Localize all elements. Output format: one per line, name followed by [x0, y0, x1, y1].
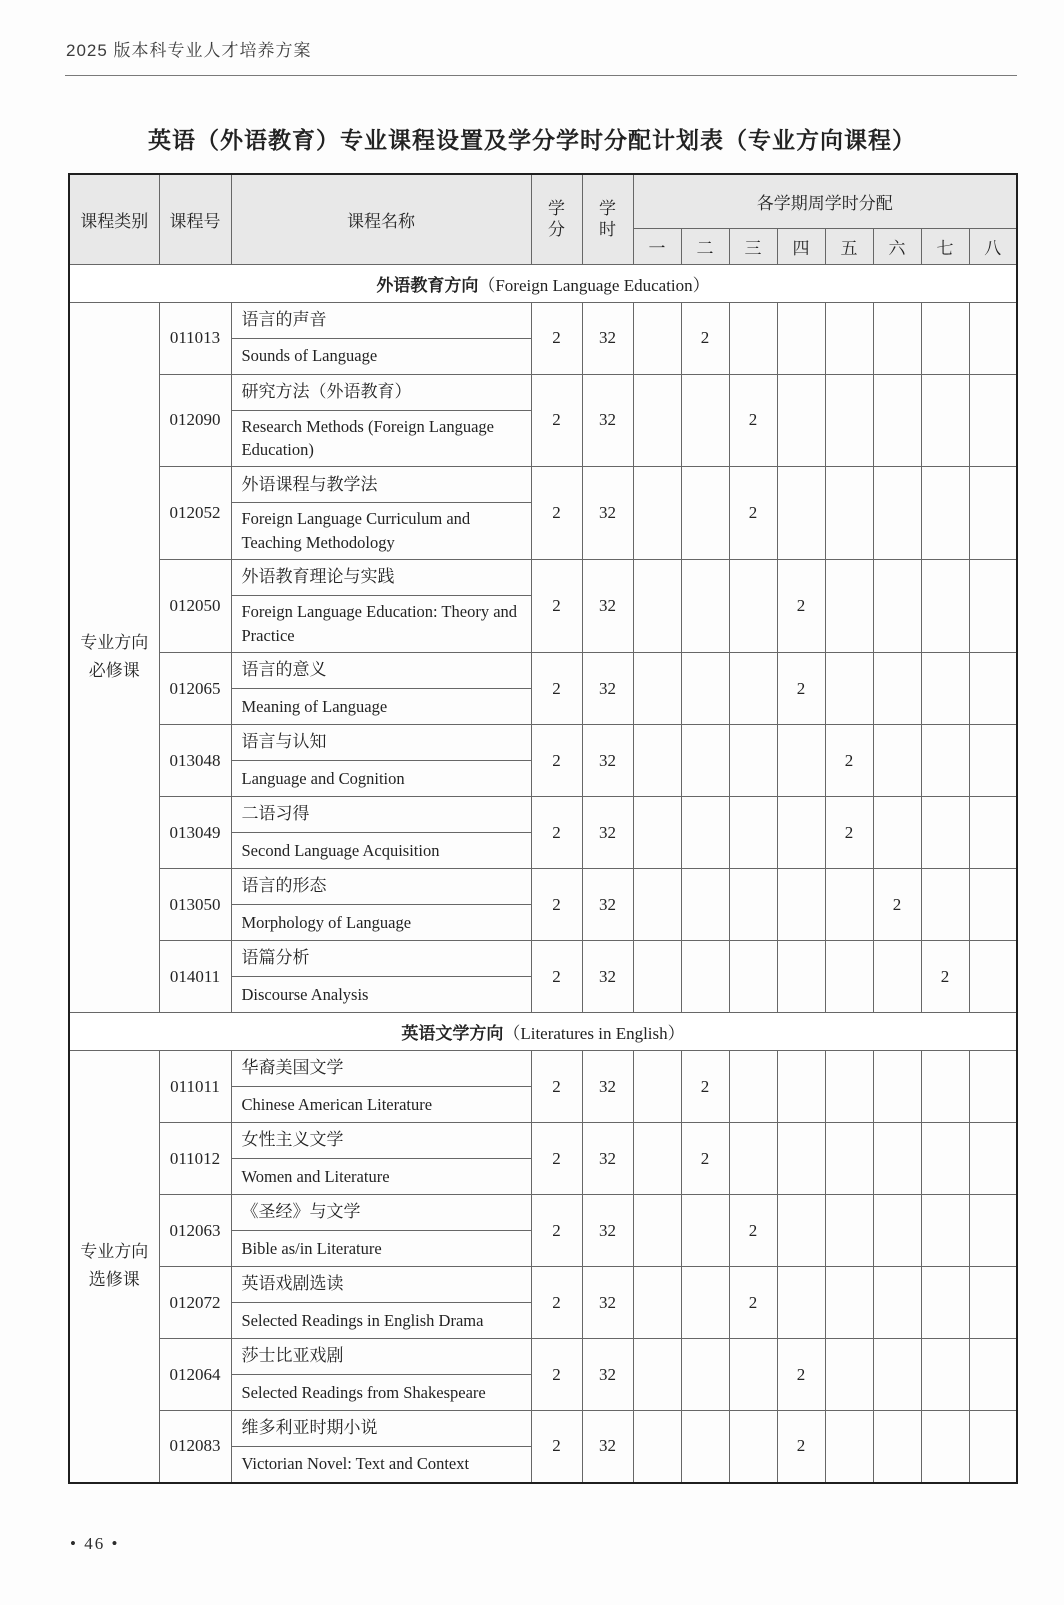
weekly-hours-cell-sem5: [825, 1339, 873, 1411]
credits-cell: 2: [531, 653, 582, 725]
weekly-hours-cell-sem4: [777, 725, 825, 797]
weekly-hours-cell-sem2: [681, 797, 729, 869]
header-semester-group: 各学期周学时分配: [633, 174, 1017, 228]
weekly-hours-cell-sem2: [681, 941, 729, 1013]
category-line: 选修课: [88, 1270, 140, 1290]
weekly-hours-cell-sem8: [969, 560, 1017, 653]
weekly-hours-cell-sem8: [969, 1195, 1017, 1267]
section-label-en: （Foreign Language Education）: [478, 275, 710, 295]
weekly-hours-cell-sem5: [825, 1411, 873, 1483]
weekly-hours-cell-sem5: [825, 941, 873, 1013]
weekly-hours-cell-sem8: [969, 797, 1017, 869]
course-name-en: Bible as/in Literature: [231, 1231, 531, 1267]
header-semester-1: 一: [633, 228, 681, 264]
weekly-hours-cell-sem7: [921, 1339, 969, 1411]
weekly-hours-cell-sem3: 2: [729, 1267, 777, 1339]
weekly-hours-cell-sem4: 2: [777, 560, 825, 653]
header-semester-7: 七: [921, 228, 969, 264]
weekly-hours-cell-sem1: [633, 1195, 681, 1267]
weekly-hours-cell-sem1: [633, 1339, 681, 1411]
weekly-hours-cell-sem5: [825, 653, 873, 725]
weekly-hours-cell-sem2: [681, 560, 729, 653]
weekly-hours-cell-sem2: [681, 1411, 729, 1483]
weekly-hours-cell-sem2: [681, 467, 729, 560]
course-row: [69, 302, 1017, 338]
weekly-hours-cell-sem6: [873, 1195, 921, 1267]
weekly-hours-cell-sem6: [873, 1339, 921, 1411]
course-name-en: Sounds of Language: [231, 338, 531, 374]
credits-cell: 2: [531, 302, 582, 374]
course-code-cell: 012090: [159, 374, 231, 467]
course-code-cell: 012065: [159, 653, 231, 725]
weekly-hours-cell-sem5: [825, 1123, 873, 1195]
weekly-hours-cell-sem4: [777, 374, 825, 467]
credits-cell: 2: [531, 1051, 582, 1123]
section-label-cn: 英语文学方向: [401, 1024, 504, 1044]
weekly-hours-cell-sem2: 2: [681, 1051, 729, 1123]
header-semester-4: 四: [777, 228, 825, 264]
page-number: • 46 •: [70, 1534, 120, 1553]
course-name-en: Foreign Language Curriculum and Teaching Methodology: [231, 503, 531, 560]
weekly-hours-cell-sem6: [873, 1267, 921, 1339]
hours-cell: 32: [582, 560, 633, 653]
weekly-hours-cell-sem1: [633, 869, 681, 941]
section-header-cell: [69, 264, 1017, 302]
table-header-row-1: [69, 174, 1017, 228]
header-semester-2: 二: [681, 228, 729, 264]
weekly-hours-cell-sem8: [969, 374, 1017, 467]
weekly-hours-cell-sem8: [969, 302, 1017, 374]
weekly-hours-cell-sem1: [633, 1411, 681, 1483]
page-title: 英语（外语教育）专业课程设置及学分学时分配计划表（专业方向课程）: [148, 127, 916, 153]
course-name-cn: 华裔美国文学: [231, 1051, 531, 1087]
course-code-cell: 012083: [159, 1411, 231, 1483]
weekly-hours-cell-sem3: [729, 1339, 777, 1411]
course-row: [69, 941, 1017, 977]
hours-cell: 32: [582, 797, 633, 869]
header-semester-3: 三: [729, 228, 777, 264]
weekly-hours-cell-sem5: [825, 467, 873, 560]
weekly-hours-cell-sem1: [633, 797, 681, 869]
weekly-hours-cell-sem7: [921, 1123, 969, 1195]
course-row: [69, 467, 1017, 503]
weekly-hours-cell-sem7: [921, 869, 969, 941]
header-credits-line1: 学: [548, 199, 565, 218]
weekly-hours-cell-sem7: [921, 725, 969, 797]
weekly-hours-cell-sem3: [729, 869, 777, 941]
course-code-cell: 012072: [159, 1267, 231, 1339]
weekly-hours-cell-sem6: [873, 941, 921, 1013]
weekly-hours-cell-sem4: [777, 941, 825, 1013]
course-code-cell: 012064: [159, 1339, 231, 1411]
course-name-en: Women and Literature: [231, 1159, 531, 1195]
weekly-hours-cell-sem8: [969, 1123, 1017, 1195]
hours-cell: 32: [582, 374, 633, 467]
weekly-hours-cell-sem6: 2: [873, 869, 921, 941]
weekly-hours-cell-sem6: [873, 653, 921, 725]
section-header-cell: [69, 1013, 1017, 1051]
header-hours: [582, 174, 633, 264]
weekly-hours-cell-sem6: [873, 374, 921, 467]
weekly-hours-cell-sem7: [921, 653, 969, 725]
weekly-hours-cell-sem8: [969, 1339, 1017, 1411]
course-row: [69, 1339, 1017, 1375]
course-row: [69, 374, 1017, 410]
credits-cell: 2: [531, 797, 582, 869]
course-name-cn: 语言的形态: [231, 869, 531, 905]
weekly-hours-cell-sem4: 2: [777, 1411, 825, 1483]
course-code-cell: 012063: [159, 1195, 231, 1267]
weekly-hours-cell-sem1: [633, 941, 681, 1013]
header-semester-6: 六: [873, 228, 921, 264]
weekly-hours-cell-sem7: [921, 560, 969, 653]
course-name-cn: 语篇分析: [231, 941, 531, 977]
weekly-hours-cell-sem2: [681, 1339, 729, 1411]
hours-cell: 32: [582, 869, 633, 941]
weekly-hours-cell-sem5: 2: [825, 725, 873, 797]
weekly-hours-cell-sem7: [921, 374, 969, 467]
course-name-en: Morphology of Language: [231, 905, 531, 941]
course-code-cell: 011013: [159, 302, 231, 374]
weekly-hours-cell-sem4: [777, 797, 825, 869]
course-name-en: Second Language Acquisition: [231, 833, 531, 869]
section-label-en: （Literatures in English）: [503, 1024, 685, 1044]
weekly-hours-cell-sem1: [633, 302, 681, 374]
course-code-cell: 013049: [159, 797, 231, 869]
weekly-hours-cell-sem6: [873, 1411, 921, 1483]
credits-cell: 2: [531, 941, 582, 1013]
weekly-hours-cell-sem6: [873, 797, 921, 869]
course-row: [69, 653, 1017, 689]
hours-cell: 32: [582, 1411, 633, 1483]
weekly-hours-cell-sem2: [681, 653, 729, 725]
course-name-cn: 语言的声音: [231, 302, 531, 338]
course-name-en: Discourse Analysis: [231, 977, 531, 1013]
course-row: [69, 1051, 1017, 1087]
category-line: 专业方向: [80, 633, 149, 653]
credits-cell: 2: [531, 560, 582, 653]
course-name-en: Chinese American Literature: [231, 1087, 531, 1123]
header-credits-line2: 分: [548, 220, 565, 240]
weekly-hours-cell-sem8: [969, 1411, 1017, 1483]
course-name-cn: 维多利亚时期小说: [231, 1411, 531, 1447]
hours-cell: 32: [582, 725, 633, 797]
weekly-hours-cell-sem7: [921, 302, 969, 374]
hours-cell: 32: [582, 1195, 633, 1267]
course-name-cn: 女性主义文学: [231, 1123, 531, 1159]
weekly-hours-cell-sem5: [825, 1195, 873, 1267]
course-name-en: Selected Readings from Shakespeare: [231, 1375, 531, 1411]
category-cell: [69, 302, 159, 1013]
weekly-hours-cell-sem4: [777, 302, 825, 374]
credits-cell: 2: [531, 1411, 582, 1483]
weekly-hours-cell-sem7: [921, 1195, 969, 1267]
header-semester-5: 五: [825, 228, 873, 264]
weekly-hours-cell-sem7: [921, 1267, 969, 1339]
weekly-hours-cell-sem3: [729, 797, 777, 869]
course-code-cell: 014011: [159, 941, 231, 1013]
course-code-cell: 011011: [159, 1051, 231, 1123]
credits-cell: 2: [531, 1195, 582, 1267]
course-name-cn: 《圣经》与文学: [231, 1195, 531, 1231]
weekly-hours-cell-sem3: [729, 1411, 777, 1483]
course-code-cell: 011012: [159, 1123, 231, 1195]
course-name-en: Language and Cognition: [231, 761, 531, 797]
weekly-hours-cell-sem5: [825, 869, 873, 941]
course-name-cn: 外语课程与教学法: [231, 467, 531, 503]
weekly-hours-cell-sem1: [633, 560, 681, 653]
course-code-cell: 013050: [159, 869, 231, 941]
course-name-cn: 研究方法（外语教育）: [231, 374, 531, 410]
hours-cell: 32: [582, 467, 633, 560]
header-semester-8: 八: [969, 228, 1017, 264]
header-hours-line2: 时: [599, 220, 616, 240]
header-course-name: 课程名称: [231, 174, 531, 264]
weekly-hours-cell-sem8: [969, 653, 1017, 725]
hours-cell: 32: [582, 941, 633, 1013]
weekly-hours-cell-sem4: [777, 467, 825, 560]
weekly-hours-cell-sem4: [777, 869, 825, 941]
weekly-hours-cell-sem1: [633, 374, 681, 467]
weekly-hours-cell-sem3: [729, 1123, 777, 1195]
hours-cell: 32: [582, 1051, 633, 1123]
weekly-hours-cell-sem8: [969, 941, 1017, 1013]
weekly-hours-cell-sem6: [873, 1051, 921, 1123]
weekly-hours-cell-sem5: [825, 560, 873, 653]
credits-cell: 2: [531, 1267, 582, 1339]
header-course-code: 课程号: [159, 174, 231, 264]
weekly-hours-cell-sem3: 2: [729, 467, 777, 560]
weekly-hours-cell-sem8: [969, 725, 1017, 797]
category-line: 专业方向: [80, 1242, 149, 1262]
weekly-hours-cell-sem6: [873, 1123, 921, 1195]
weekly-hours-cell-sem3: 2: [729, 374, 777, 467]
weekly-hours-cell-sem3: [729, 560, 777, 653]
course-name-cn: 英语戏剧选读: [231, 1267, 531, 1303]
weekly-hours-cell-sem2: [681, 725, 729, 797]
weekly-hours-cell-sem8: [969, 869, 1017, 941]
hours-cell: 32: [582, 1267, 633, 1339]
weekly-hours-cell-sem3: 2: [729, 1195, 777, 1267]
course-row: [69, 797, 1017, 833]
course-name-en: Foreign Language Education: Theory and Practice: [231, 596, 531, 653]
course-name-en: Meaning of Language: [231, 689, 531, 725]
weekly-hours-cell-sem6: [873, 725, 921, 797]
curriculum-table: [68, 173, 1018, 1484]
credits-cell: 2: [531, 1339, 582, 1411]
header-hours-line1: 学: [599, 199, 616, 218]
course-name-cn: 外语教育理论与实践: [231, 560, 531, 596]
weekly-hours-cell-sem3: [729, 725, 777, 797]
weekly-hours-cell-sem3: [729, 1051, 777, 1123]
hours-cell: 32: [582, 302, 633, 374]
weekly-hours-cell-sem6: [873, 560, 921, 653]
weekly-hours-cell-sem2: 2: [681, 1123, 729, 1195]
course-code-cell: 012050: [159, 560, 231, 653]
weekly-hours-cell-sem4: [777, 1195, 825, 1267]
weekly-hours-cell-sem2: [681, 1195, 729, 1267]
course-row: [69, 725, 1017, 761]
weekly-hours-cell-sem4: [777, 1051, 825, 1123]
section-header-row: [69, 264, 1017, 302]
credits-cell: 2: [531, 467, 582, 560]
weekly-hours-cell-sem3: [729, 653, 777, 725]
credits-cell: 2: [531, 1123, 582, 1195]
course-name-cn: 莎士比亚戏剧: [231, 1339, 531, 1375]
weekly-hours-cell-sem5: [825, 302, 873, 374]
weekly-hours-cell-sem2: 2: [681, 302, 729, 374]
weekly-hours-cell-sem7: [921, 1051, 969, 1123]
weekly-hours-cell-sem4: 2: [777, 1339, 825, 1411]
course-name-en: Victorian Novel: Text and Context: [231, 1447, 531, 1483]
section-label-cn: 外语教育方向: [376, 275, 479, 295]
hours-cell: 32: [582, 1123, 633, 1195]
weekly-hours-cell-sem5: [825, 1267, 873, 1339]
weekly-hours-cell-sem8: [969, 467, 1017, 560]
weekly-hours-cell-sem7: 2: [921, 941, 969, 1013]
weekly-hours-cell-sem7: [921, 797, 969, 869]
weekly-hours-cell-sem7: [921, 1411, 969, 1483]
weekly-hours-cell-sem1: [633, 1123, 681, 1195]
weekly-hours-cell-sem5: [825, 374, 873, 467]
weekly-hours-cell-sem1: [633, 1267, 681, 1339]
weekly-hours-cell-sem8: [969, 1051, 1017, 1123]
weekly-hours-cell-sem1: [633, 653, 681, 725]
course-name-en: Selected Readings in English Drama: [231, 1303, 531, 1339]
weekly-hours-cell-sem4: [777, 1123, 825, 1195]
course-code-cell: 013048: [159, 725, 231, 797]
category-cell: [69, 1051, 159, 1483]
weekly-hours-cell-sem5: 2: [825, 797, 873, 869]
weekly-hours-cell-sem2: [681, 374, 729, 467]
header-credits: [531, 174, 582, 264]
weekly-hours-cell-sem8: [969, 1267, 1017, 1339]
weekly-hours-cell-sem4: 2: [777, 653, 825, 725]
course-row: [69, 1195, 1017, 1231]
course-row: [69, 560, 1017, 596]
credits-cell: 2: [531, 374, 582, 467]
weekly-hours-cell-sem6: [873, 302, 921, 374]
course-name-cn: 语言的意义: [231, 653, 531, 689]
course-name-cn: 语言与认知: [231, 725, 531, 761]
course-row: [69, 1267, 1017, 1303]
weekly-hours-cell-sem6: [873, 467, 921, 560]
header-category: 课程类别: [69, 174, 159, 264]
category-line: 必修课: [88, 661, 140, 681]
weekly-hours-cell-sem3: [729, 302, 777, 374]
course-row: [69, 869, 1017, 905]
course-code-cell: 012052: [159, 467, 231, 560]
section-header-row: [69, 1013, 1017, 1051]
weekly-hours-cell-sem2: [681, 869, 729, 941]
course-name-cn: 二语习得: [231, 797, 531, 833]
weekly-hours-cell-sem1: [633, 467, 681, 560]
hours-cell: 32: [582, 653, 633, 725]
course-name-en: Research Methods (Foreign Language Education): [231, 410, 531, 467]
course-row: [69, 1411, 1017, 1447]
weekly-hours-cell-sem2: [681, 1267, 729, 1339]
weekly-hours-cell-sem3: [729, 941, 777, 1013]
weekly-hours-cell-sem5: [825, 1051, 873, 1123]
weekly-hours-cell-sem7: [921, 467, 969, 560]
hours-cell: 32: [582, 1339, 633, 1411]
header-divider: [65, 75, 1017, 76]
weekly-hours-cell-sem1: [633, 725, 681, 797]
credits-cell: 2: [531, 869, 582, 941]
credits-cell: 2: [531, 725, 582, 797]
page-header: 2025 版本科专业人才培养方案: [66, 41, 312, 60]
course-row: [69, 1123, 1017, 1159]
weekly-hours-cell-sem4: [777, 1267, 825, 1339]
weekly-hours-cell-sem1: [633, 1051, 681, 1123]
